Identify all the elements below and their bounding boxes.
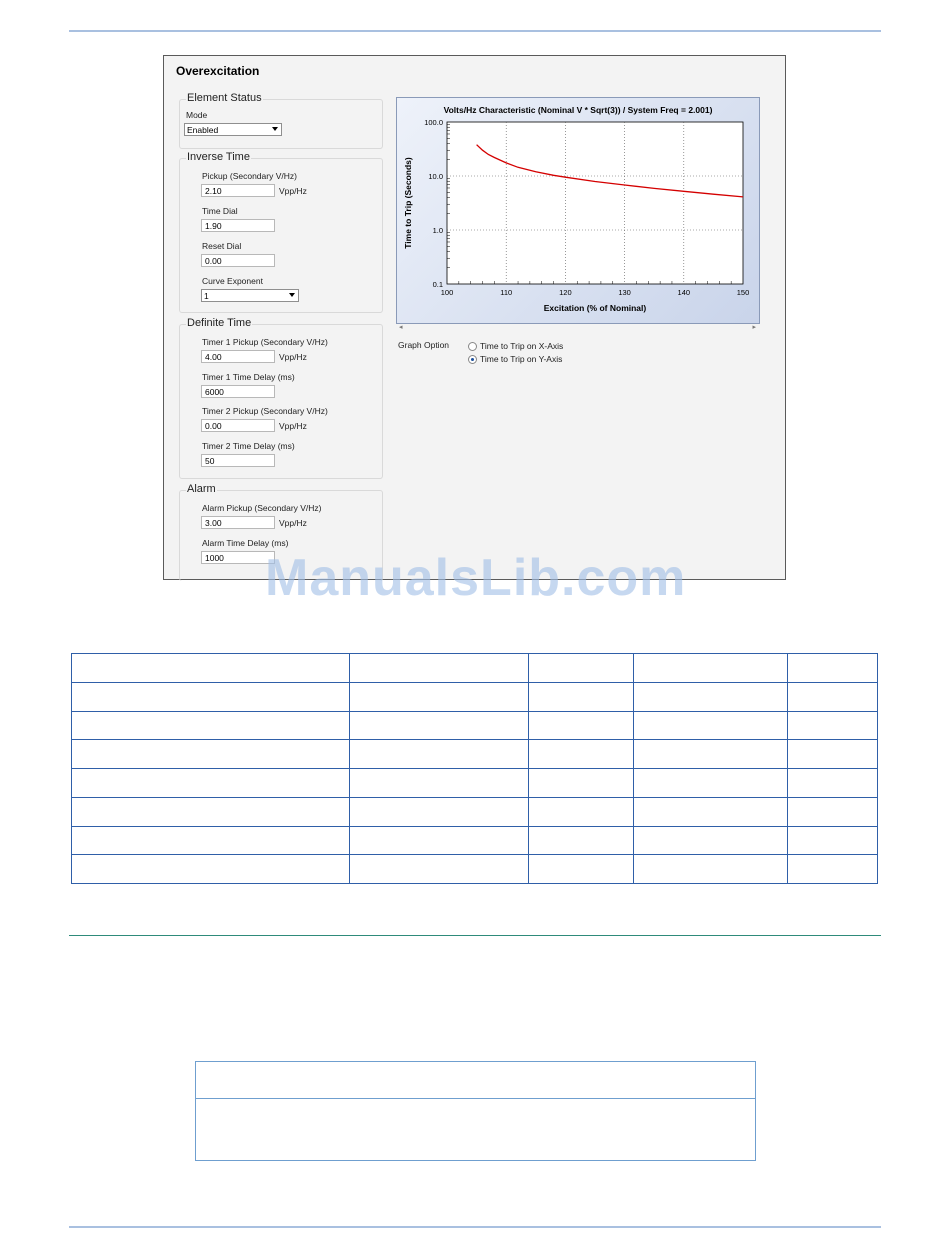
watermark: ManualsLib.com [265, 549, 687, 607]
element-status-title: Element Status [187, 92, 262, 104]
alarm-delay-label: Alarm Time Delay (ms) [202, 538, 289, 548]
x-tick-label: 100 [440, 288, 454, 297]
table-row [72, 797, 878, 826]
table-cell [529, 797, 634, 826]
x-axis-label: Excitation (% of Nominal) [543, 303, 647, 313]
table-cell [529, 855, 634, 884]
table-row [72, 826, 878, 855]
chart-title: Volts/Hz Characteristic (Nominal V * Sqrt(3)) / System Freq = 2.001) [443, 105, 713, 115]
timer1-delay-label: Timer 1 Time Delay (ms) [202, 372, 295, 382]
table-cell [72, 797, 350, 826]
curve-exponent-select[interactable] [201, 289, 299, 302]
radio-time-on-y-label: Time to Trip on Y-Axis [480, 354, 563, 364]
timer2-pickup-input[interactable]: 0.00 [201, 419, 275, 432]
x-tick-label: 120 [559, 288, 572, 297]
plot-area [447, 122, 743, 284]
x-tick-label: 150 [736, 288, 750, 297]
alarm-pickup-label: Alarm Pickup (Secondary V/Hz) [202, 503, 322, 513]
x-tick-label: 110 [500, 288, 513, 297]
table-cell [72, 826, 350, 855]
table-cell [72, 769, 350, 798]
table-row [72, 855, 878, 884]
overexcitation-panel [163, 55, 786, 580]
table-cell [788, 855, 878, 884]
table-row [72, 682, 878, 711]
reset-dial-label: Reset Dial [202, 241, 242, 251]
table-cell [72, 740, 350, 769]
time-dial-input[interactable]: 1.90 [201, 219, 275, 232]
table-row [72, 711, 878, 740]
table-cell [529, 682, 634, 711]
time-dial-label: Time Dial [202, 206, 238, 216]
mode-select[interactable] [184, 123, 282, 136]
x-tick-label: 140 [677, 288, 691, 297]
timer1-pickup-input[interactable]: 4.00 [201, 350, 275, 363]
table-cell [634, 682, 788, 711]
table-cell [349, 682, 529, 711]
empty-table [71, 653, 878, 884]
note-box [195, 1061, 756, 1161]
element-status-group [179, 92, 383, 149]
table-cell [529, 740, 634, 769]
table-cell [788, 682, 878, 711]
table-cell [788, 769, 878, 798]
table-cell [72, 682, 350, 711]
table-cell [788, 797, 878, 826]
bottom-rule [69, 1226, 881, 1228]
y-tick-label: 1.0 [432, 226, 443, 235]
table-cell [349, 855, 529, 884]
alarm-delay-input[interactable]: 1000 [201, 551, 275, 564]
mode-select-value: Enabled [187, 125, 219, 135]
y-tick-label: 10.0 [428, 172, 443, 181]
pickup-unit: Vpp/Hz [279, 186, 307, 196]
definite-time-title: Definite Time [187, 317, 252, 329]
table-cell [529, 769, 634, 798]
table-row [72, 769, 878, 798]
timer1-delay-input[interactable]: 6000 [201, 385, 275, 398]
table-cell [788, 711, 878, 740]
pickup-label: Pickup (Secondary V/Hz) [202, 171, 297, 181]
alarm-pickup-unit: Vpp/Hz [279, 518, 307, 528]
timer2-delay-label: Timer 2 Time Delay (ms) [202, 441, 295, 451]
alarm-title: Alarm [187, 483, 216, 495]
inverse-time-group [179, 151, 383, 313]
chevron-down-icon [289, 293, 295, 297]
pickup-input[interactable]: 2.10 [201, 184, 275, 197]
reset-dial-input[interactable]: 0.00 [201, 254, 275, 267]
chart-svg [397, 98, 759, 323]
scroll-right-icon[interactable]: ▸ [752, 324, 756, 331]
note-divider [196, 1098, 755, 1099]
timer2-delay-input[interactable]: 50 [201, 454, 275, 467]
timer1-pickup-unit: Vpp/Hz [279, 352, 307, 362]
table-cell [72, 654, 350, 683]
table-cell [634, 769, 788, 798]
table-cell [634, 740, 788, 769]
curve-exponent-value: 1 [204, 291, 209, 301]
table-cell [788, 654, 878, 683]
mode-label: Mode [186, 110, 208, 120]
radio-time-on-y[interactable] [468, 355, 477, 364]
table-cell [788, 826, 878, 855]
radio-time-on-x-label: Time to Trip on X-Axis [480, 341, 564, 351]
table-cell [634, 826, 788, 855]
chart-scrollbar[interactable] [399, 323, 756, 331]
table-cell [349, 826, 529, 855]
table-cell [529, 711, 634, 740]
table-row [72, 654, 878, 683]
scroll-left-icon[interactable]: ◂ [399, 324, 403, 331]
table-row [72, 740, 878, 769]
graph-option-label: Graph Option [398, 340, 450, 350]
timer2-pickup-unit: Vpp/Hz [279, 421, 307, 431]
y-tick-label: 100.0 [424, 118, 443, 127]
table-cell [634, 797, 788, 826]
table-cell [72, 711, 350, 740]
y-tick-label: 0.1 [432, 280, 443, 289]
table-cell [529, 654, 634, 683]
table-cell [349, 740, 529, 769]
timer1-pickup-label: Timer 1 Pickup (Secondary V/Hz) [202, 337, 328, 347]
y-axis-label: Time to Trip (Seconds) [403, 157, 413, 249]
timer2-pickup-label: Timer 2 Pickup (Secondary V/Hz) [202, 406, 328, 416]
inverse-time-title: Inverse Time [187, 151, 250, 163]
panel-title: Overexcitation [176, 64, 260, 78]
table-cell [529, 826, 634, 855]
table-cell [349, 797, 529, 826]
radio-time-on-x[interactable] [468, 342, 477, 351]
table-cell [349, 654, 529, 683]
table-cell [634, 654, 788, 683]
table-cell [349, 769, 529, 798]
x-tick-label: 130 [618, 288, 631, 297]
table-cell [634, 855, 788, 884]
section-rule [69, 935, 881, 936]
curve-exponent-label: Curve Exponent [202, 276, 263, 286]
table-cell [634, 711, 788, 740]
chevron-down-icon [272, 127, 278, 131]
definite-time-group [179, 317, 383, 479]
top-rule [69, 30, 881, 32]
table-cell [349, 711, 529, 740]
table-cell [788, 740, 878, 769]
alarm-pickup-input[interactable]: 3.00 [201, 516, 275, 529]
table-cell [72, 855, 350, 884]
volts-hz-chart [396, 97, 760, 324]
